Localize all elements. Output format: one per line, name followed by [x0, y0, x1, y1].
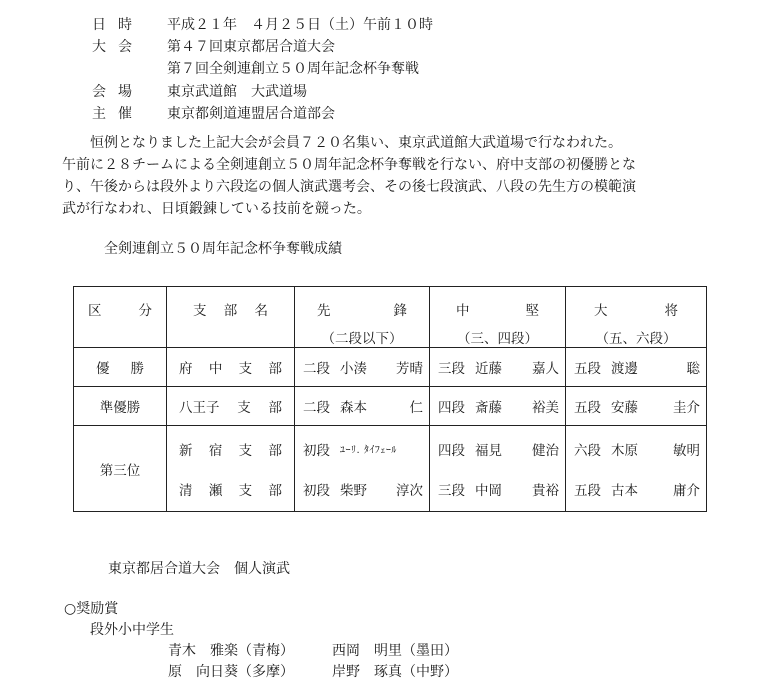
table-row-third — [74, 426, 707, 512]
info-value-tournament-2: 第７回全剣連創立５０周年記念杯争奪戦 — [167, 61, 419, 77]
info-label-date: 日時 — [92, 17, 144, 33]
award-title: ○奨励賞 — [64, 601, 119, 617]
row-category: 第三位 — [74, 426, 167, 512]
info-label-host: 主催 — [92, 106, 144, 122]
results-table — [73, 286, 707, 512]
row-taisho: 五段 渡邊 聡 — [566, 348, 707, 387]
row-taisho: 六段 木原 敏明 五段 古本 庸介 — [566, 426, 707, 512]
award-entry: 岸野 琢真（中野） — [332, 664, 458, 680]
row-taisho: 五段 安藤 圭介 — [566, 387, 707, 426]
paragraph-line: り、午後からは段外より六段迄の個人演武選考会、その後七段演武、八段の先生方の模範演 — [62, 179, 636, 195]
row-branch: 府 中 支 部 — [167, 348, 295, 387]
results-title: 全剣連創立５０周年記念杯争奪戦成績 — [104, 241, 342, 257]
info-value-venue: 東京武道館 大武道場 — [167, 84, 307, 100]
paragraph-line: 武が行なわれ、日頃鍛錬している技前を競った。 — [62, 201, 371, 217]
table-header-row — [74, 287, 707, 348]
row-chuken: 四段 福見 健治 三段 中岡 貴裕 — [430, 426, 566, 512]
info-value-date: 平成２１年 ４月２５日（土）午前１０時 — [167, 17, 433, 33]
row-category: 準優勝 — [74, 387, 167, 426]
info-label-venue: 会場 — [92, 84, 144, 100]
award-entry: 西岡 明里（墨田） — [332, 643, 458, 659]
table-row — [74, 348, 707, 387]
row-chuken: 三段 近藤 嘉人 — [430, 348, 566, 387]
header-taisho: 大 将 （五、六段） — [566, 287, 707, 348]
paragraph-line: 恒例となりました上記大会が会員７２０名集い、東京武道館大武道場で行なわれた。 — [90, 135, 622, 151]
info-label-tournament: 大会 — [92, 39, 144, 55]
info-value-tournament: 第４７回東京都居合道大会 — [167, 39, 335, 55]
row-branch: 新 宿 支 部 清 瀬 支 部 — [167, 426, 295, 512]
award-entry: 原 向日葵（多摩） — [168, 664, 294, 680]
header-branch: 支 部 名 — [167, 287, 295, 348]
row-branch: 八王子 支 部 — [167, 387, 295, 426]
table-row — [74, 387, 707, 426]
row-senpo: 二段 森本 仁 — [295, 387, 430, 426]
section2-title: 東京都居合道大会 個人演武 — [108, 561, 290, 577]
row-senpo: 二段 小湊 芳晴 — [295, 348, 430, 387]
row-senpo: 初段 ﾕｰﾘ. ﾀｲﾌｪｰﾙ 初段 柴野 淳次 — [295, 426, 430, 512]
award-group: 段外小中学生 — [90, 622, 174, 638]
header-chuken: 中 堅 （三、四段） — [430, 287, 566, 348]
header-senpo: 先 鋒 （二段以下） — [295, 287, 430, 348]
paragraph-line: 午前に２８チームによる全剣連創立５０周年記念杯争奪戦を行ない、府中支部の初優勝とな — [62, 157, 636, 173]
award-entry: 青木 雅楽（青梅） — [168, 643, 294, 659]
row-category: 優 勝 — [74, 348, 167, 387]
info-value-host: 東京都剣道連盟居合道部会 — [167, 106, 335, 122]
header-category: 区 分 — [74, 287, 167, 348]
row-chuken: 四段 斎藤 裕美 — [430, 387, 566, 426]
